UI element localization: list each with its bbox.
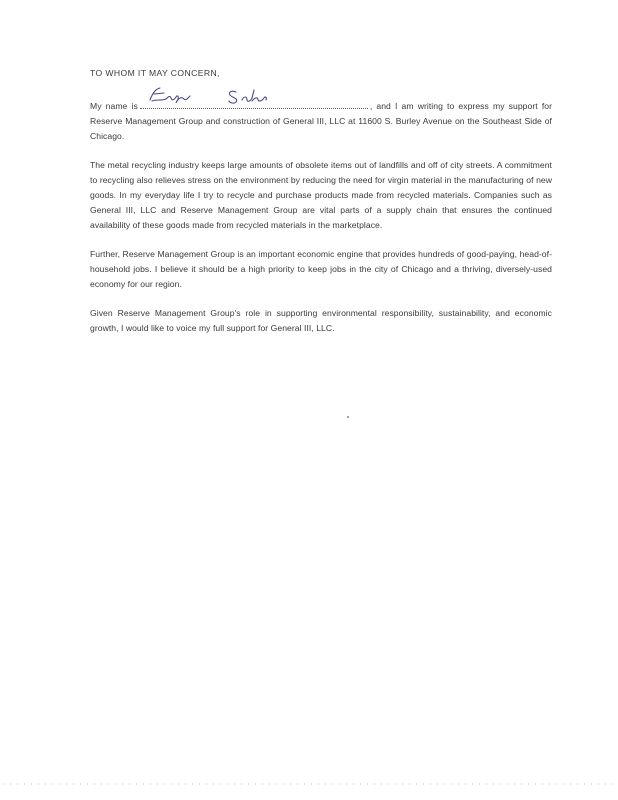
salutation: TO WHOM IT MAY CONCERN, xyxy=(90,68,220,78)
letter-body xyxy=(90,66,552,350)
paragraph-intro xyxy=(90,98,552,144)
paragraph-recycling: The metal recycling industry keeps large amounts of obsolete items out of landfills and off of city streets. A commitment to recycling also relieves stress on the environment by reducing the need for virgin material in the manufacturing of new goods. In my everyday life I try to recycle and purchase products made from recycled materials. Companies such as General III, LLC and Reserve Management Group are vital parts of a supply chain that ensures the continued availability of these goods made from recycled materials in the marketplace. xyxy=(90,160,552,230)
scan-speck xyxy=(347,416,349,418)
name-fill-line xyxy=(140,98,368,109)
signature-drawing xyxy=(144,84,294,108)
paragraph-jobs: Further, Reserve Management Group is an important economic engine that provides hundreds of good-paying, head-of-household jobs. I believe it should be a high priority to keep jobs in the city of Chicago and a thriving, diversely-used economy for our region. xyxy=(90,249,552,289)
scan-footer-noise xyxy=(0,782,618,786)
intro-lead: My name is xyxy=(90,101,138,111)
paragraph-closing: Given Reserve Management Group's role in supporting environmental responsibility, sustainability, and economic growth, I would like to voice my full support for General III, LLC. xyxy=(90,308,552,333)
handwritten-signature xyxy=(144,84,294,108)
intro-rest: , and I am writing to express my support for Reserve Management Group and construction of General III, LLC at 11600 S. Burley Avenue on the Southeast Side of Chicago. xyxy=(90,101,552,141)
